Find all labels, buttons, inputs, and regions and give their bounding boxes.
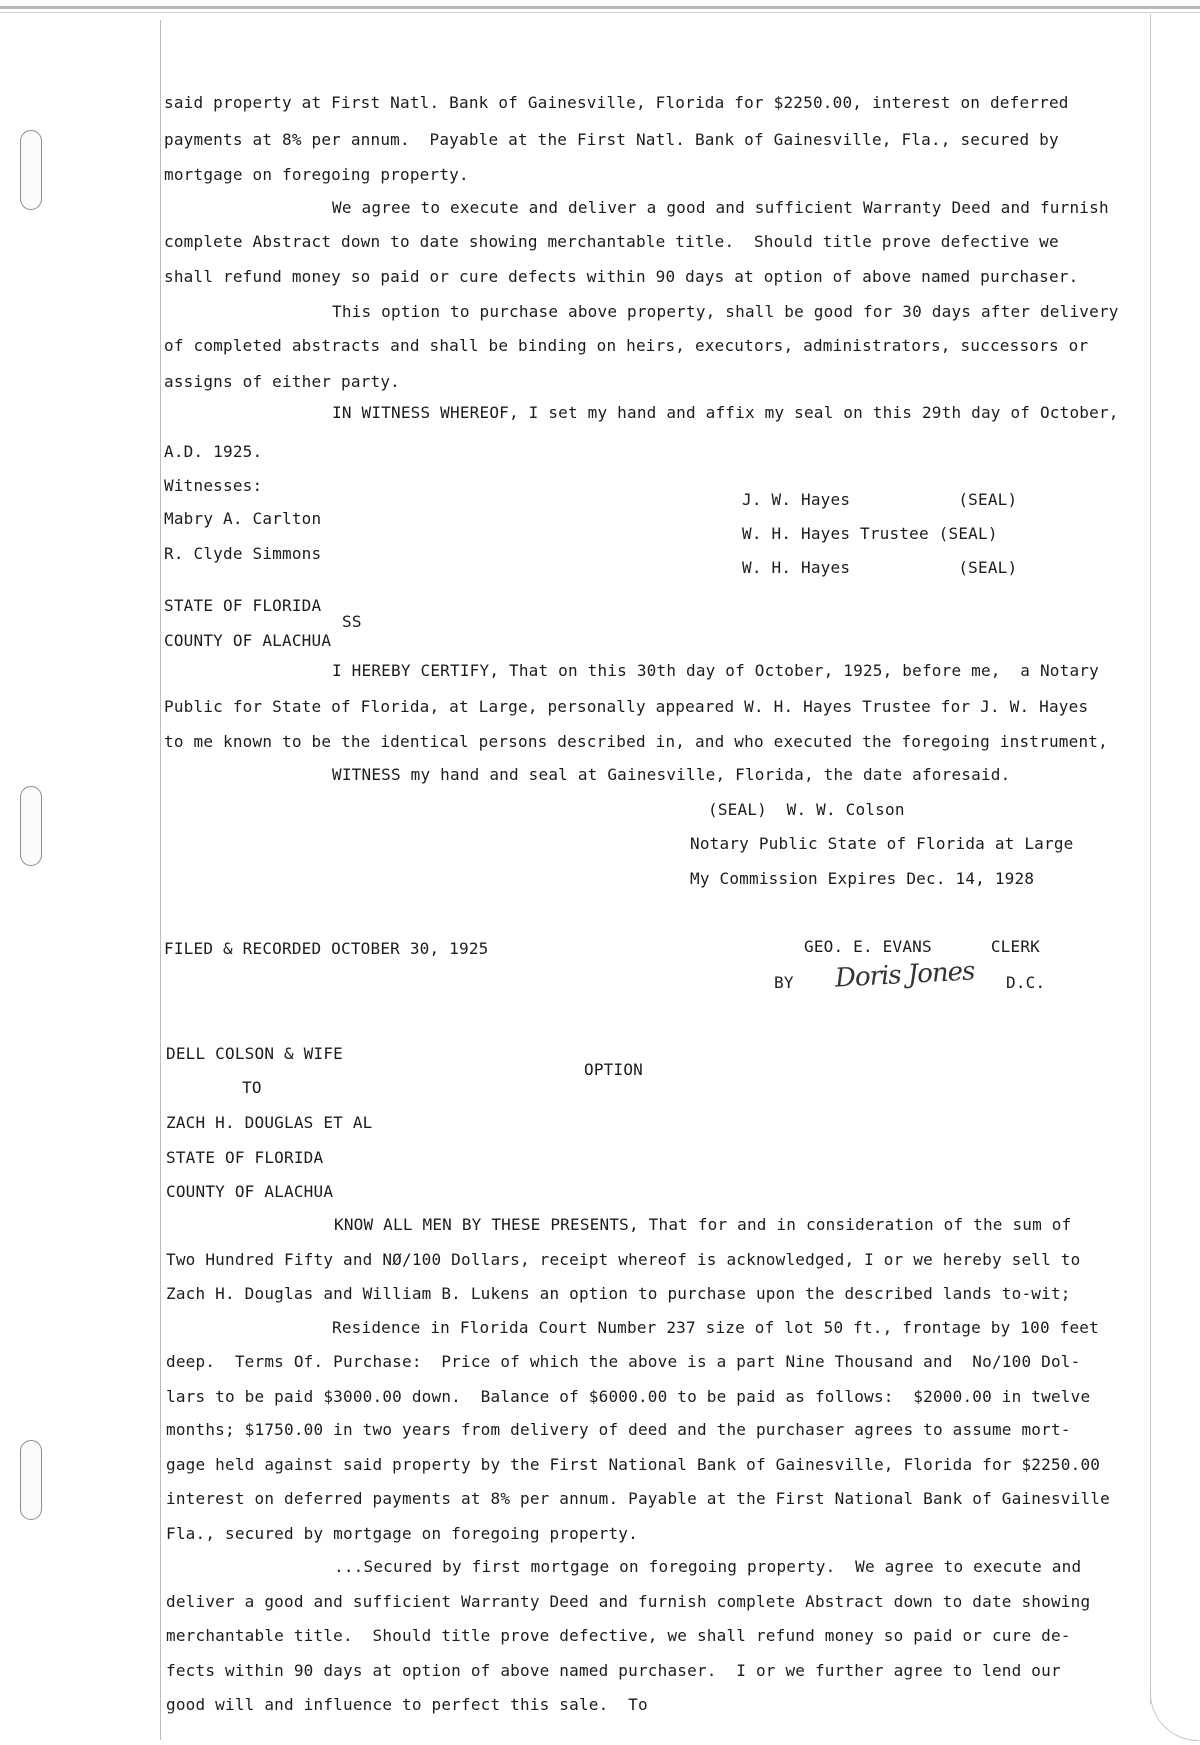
body-line: KNOW ALL MEN BY THESE PRESENTS, That for and in consideration of the sum of: [334, 1215, 1072, 1234]
body-line: assigns of either party.: [164, 372, 400, 391]
notary-line: (SEAL) W. W. Colson: [708, 800, 905, 819]
notary-line: Notary Public State of Florida at Large: [690, 834, 1074, 853]
clerk-signature: Doris Jones: [834, 956, 976, 994]
party-line: ZACH H. DOUGLAS ET AL: [166, 1113, 373, 1132]
venue-ss: SS: [342, 612, 362, 631]
body-line: lars to be paid $3000.00 down. Balance of $6000.00 to be paid as follows: $2000.00 in twelve: [166, 1387, 1091, 1406]
page-corner-curl: [1150, 1650, 1199, 1741]
body-line: ...Secured by first mortgage on foregoing property. We agree to execute and: [334, 1557, 1082, 1576]
body-line: Fla., secured by mortgage on foregoing property.: [166, 1524, 638, 1543]
body-line: shall refund money so paid or cure defects within 90 days at option of above named purchaser.: [164, 267, 1079, 286]
witness-name: Mabry A. Carlton: [164, 509, 322, 528]
body-line: Residence in Florida Court Number 237 size of lot 50 ft., frontage by 100 feet: [332, 1318, 1099, 1337]
body-line: Zach H. Douglas and William B. Lukens an option to purchase upon the described lands to-wit;: [166, 1284, 1071, 1303]
venue-county: COUNTY OF ALACHUA: [164, 631, 332, 650]
left-margin-line: [160, 20, 161, 1740]
body-line: Two Hundred Fifty and NØ/100 Dollars, receipt whereof is acknowledged, I or we hereby sell to: [166, 1250, 1081, 1269]
certificate-line: Public for State of Florida, at Large, personally appeared W. H. Hayes Trustee for J. W. Hayes: [164, 697, 1089, 716]
witnesses-label: Witnesses:: [164, 476, 263, 495]
certificate-line: WITNESS my hand and seal at Gainesville, Florida, the date aforesaid.: [332, 765, 1011, 784]
body-line: payments at 8% per annum. Payable at the First Natl. Bank of Gainesville, Fla., secured by: [164, 130, 1059, 149]
by-label: BY: [774, 973, 794, 992]
certificate-line: I HEREBY CERTIFY, That on this 30th day of October, 1925, before me, a Notary: [332, 661, 1099, 680]
body-line: fects within 90 days at option of above named purchaser. I or we further agree to lend our: [166, 1661, 1061, 1680]
deputy-clerk-label: D.C.: [1006, 973, 1046, 992]
party-line: DELL COLSON & WIFE: [166, 1044, 343, 1063]
body-line: IN WITNESS WHEREOF, I set my hand and affix my seal on this 29th day of October,: [332, 403, 1119, 422]
body-line: gage held against said property by the First National Bank of Gainesville, Florida for $2250.00: [166, 1455, 1101, 1474]
certificate-line: to me known to be the identical persons described in, and who executed the foregoing instrument,: [164, 732, 1108, 751]
body-line: months; $1750.00 in two years from delivery of deed and the purchaser agrees to assume mort-: [166, 1420, 1071, 1439]
top-border-rule: [0, 6, 1200, 9]
instrument-title: OPTION: [584, 1060, 643, 1079]
notary-line: My Commission Expires Dec. 14, 1928: [690, 869, 1035, 888]
venue-state: STATE OF FLORIDA: [164, 596, 322, 615]
party-line: COUNTY OF ALACHUA: [166, 1182, 334, 1201]
body-line: good will and influence to perfect this sale. To: [166, 1695, 648, 1714]
body-line: This option to purchase above property, shall be good for 30 days after delivery: [332, 302, 1119, 321]
clerk-name: GEO. E. EVANS CLERK: [804, 937, 1040, 956]
body-line: of completed abstracts and shall be binding on heirs, executors, administrators, successors or: [164, 336, 1089, 355]
body-line: complete Abstract down to date showing merchantable title. Should title prove defective we: [164, 232, 1059, 251]
body-line: deliver a good and sufficient Warranty Deed and furnish complete Abstract down to date showing: [166, 1592, 1091, 1611]
body-line: mortgage on foregoing property.: [164, 165, 469, 184]
body-line: deep. Terms Of. Purchase: Price of which the above is a part Nine Thousand and No/100 Dol-: [166, 1352, 1081, 1371]
body-line: interest on deferred payments at 8% per annum. Payable at the First National Bank of Gainesville: [166, 1489, 1110, 1508]
punch-hole-bottom: [20, 1440, 42, 1520]
punch-hole-middle: [20, 786, 42, 866]
top-border-rule-thin: [0, 12, 1200, 13]
witness-name: R. Clyde Simmons: [164, 544, 322, 563]
punch-hole-top: [20, 130, 42, 210]
signer-line: J. W. Hayes (SEAL): [742, 490, 1018, 509]
party-line: STATE OF FLORIDA: [166, 1148, 324, 1167]
filed-recorded: FILED & RECORDED OCTOBER 30, 1925: [164, 939, 489, 958]
body-line: merchantable title. Should title prove defective, we shall refund money so paid or cure de-: [166, 1626, 1071, 1645]
right-margin-line: [1150, 14, 1151, 1704]
body-line: A.D. 1925.: [164, 442, 263, 461]
body-line: We agree to execute and deliver a good and sufficient Warranty Deed and furnish: [332, 198, 1109, 217]
party-line: TO: [242, 1078, 262, 1097]
body-line: said property at First Natl. Bank of Gainesville, Florida for $2250.00, interest on deferred: [164, 93, 1069, 112]
signer-line: W. H. Hayes (SEAL): [742, 558, 1018, 577]
signer-line: W. H. Hayes Trustee (SEAL): [742, 524, 998, 543]
